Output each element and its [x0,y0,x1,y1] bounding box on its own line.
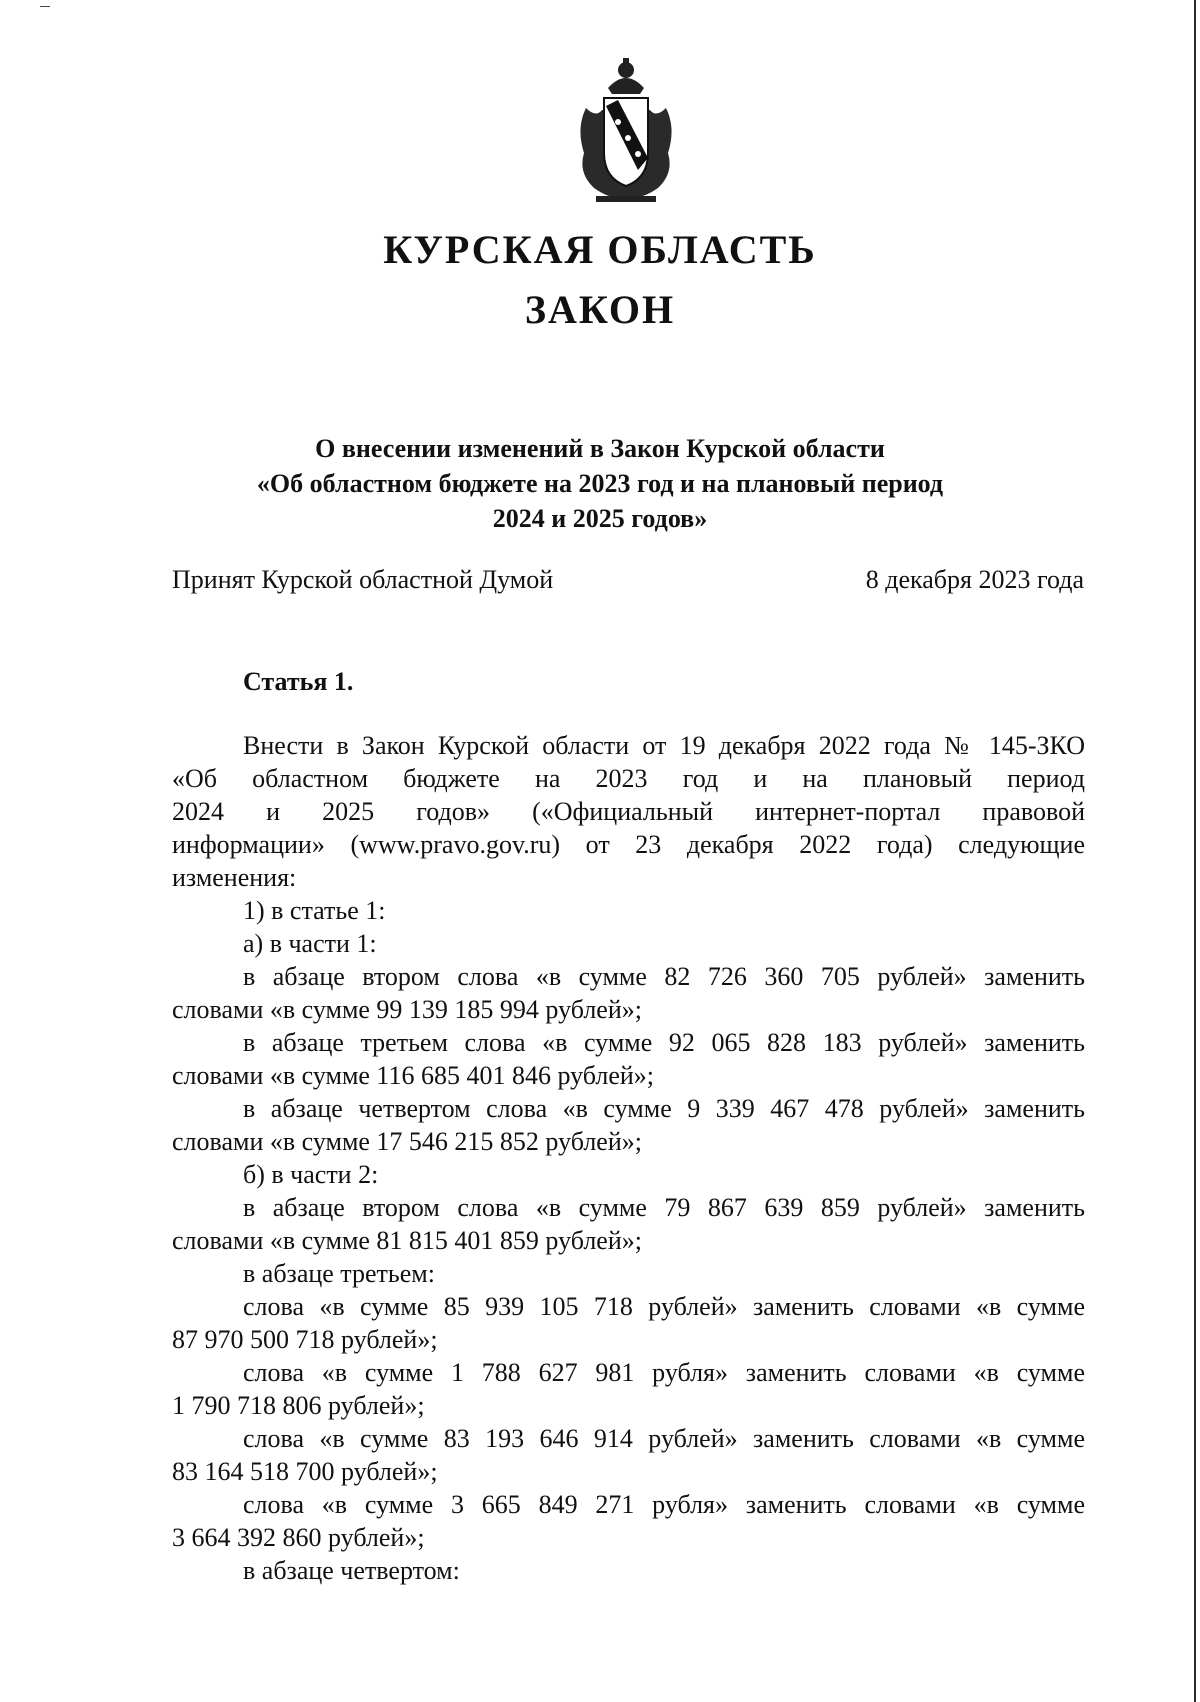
body-line: а) в части 1: [243,929,377,958]
body-line: Внести в Закон Курской области от 19 декабря 2022 года № 145-ЗКО [243,731,1085,760]
body-line: словами «в сумме 116 685 401 846 рублей»; [172,1061,655,1090]
law-heading: ЗАКОН [524,287,676,332]
body-line: информации» (www.pravo.gov.ru) от 23 декабря 2022 года) следующие [172,830,1085,859]
law-title-line-2: «Об областном бюджете на 2023 год и на плановый период [256,469,944,498]
scan-mark [40,6,50,7]
article-heading: Статья 1. [243,667,354,696]
body-line: словами «в сумме 17 546 215 852 рублей»; [172,1127,642,1156]
body-line: слова «в сумме 83 193 646 914 рублей» заменить словами «в сумме [243,1424,1085,1453]
body-line: 83 164 518 700 рублей»; [172,1457,438,1486]
body-line: «Об областном бюджете на 2023 год и на плановый период [172,764,1085,793]
body-line: в абзаце втором слова «в сумме 79 867 639 859 рублей» заменить [243,1193,1085,1222]
adopted-by: Принят Курской областной Думой [172,565,554,594]
body-line: 1) в статье 1: [243,896,386,925]
body-line: б) в части 2: [243,1160,379,1189]
adopted-date: 8 декабря 2023 года [865,565,1084,594]
coat-of-arms-emblem [566,58,686,208]
body-line: словами «в сумме 99 139 185 994 рублей»; [172,995,642,1024]
body-line: изменения: [172,863,297,892]
body-line: в абзаце третьем слова «в сумме 92 065 828 183 рублей» заменить [243,1028,1085,1057]
body-line: 2024 и 2025 годов» («Официальный интернет-портал правовой [172,797,1085,826]
region-heading: КУРСКАЯ ОБЛАСТЬ [383,227,817,272]
body-line: слова «в сумме 3 665 849 271 рубля» заменить словами «в сумме [243,1490,1085,1519]
body-line: в абзаце третьем: [243,1259,435,1288]
law-title-line-1: О внесении изменений в Закон Курской области [315,434,885,463]
body-line: в абзаце четвертом: [243,1556,460,1585]
law-title-line-3: 2024 и 2025 годов» [492,504,708,533]
body-line: словами «в сумме 81 815 401 859 рублей»; [172,1226,642,1255]
body-line: слова «в сумме 1 788 627 981 рубля» заменить словами «в сумме [243,1358,1085,1387]
body-line: слова «в сумме 85 939 105 718 рублей» заменить словами «в сумме [243,1292,1085,1321]
body-line: 3 664 392 860 рублей»; [172,1523,425,1552]
body-line: 87 970 500 718 рублей»; [172,1325,438,1354]
body-line: в абзаце втором слова «в сумме 82 726 360 705 рублей» заменить [243,962,1085,991]
body-line: в абзаце четвертом слова «в сумме 9 339 467 478 рублей» заменить [243,1094,1085,1123]
body-line: 1 790 718 806 рублей»; [172,1391,425,1420]
